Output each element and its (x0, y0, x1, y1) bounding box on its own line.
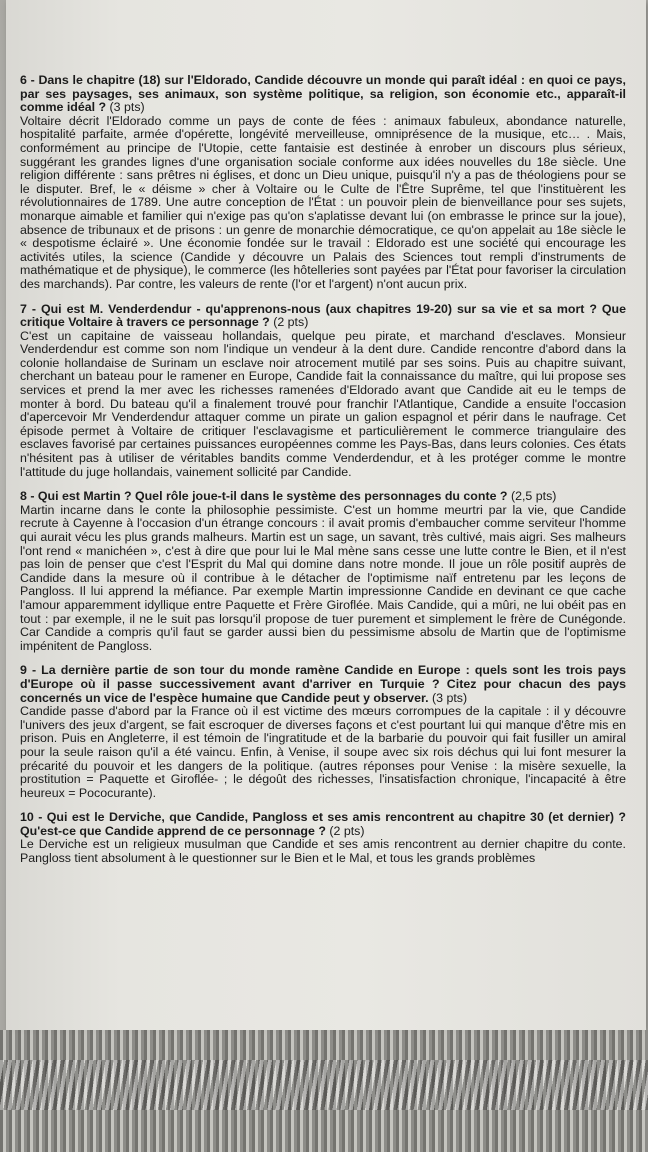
fabric-pattern (0, 1060, 648, 1110)
answer-text: Martin incarne dans le conte la philosophie pessimiste. C'est un homme meurtri par la vie, que Candide recrute à Cayenne à l'occasion d'un étrange concours : il avait promis d'embaucher comme serviteur l'homme qui aurait vécu les plus grands malheurs. Martin est un sage, un savant, très cultivé, mais aigri. Ses malheurs l'ont rend « manichéen », c'est à dire que pour lui le Mal mène sans cesse une lutte contre le Bien, et il n'est pas loin de penser que c'est l'Esprit du Mal qui domine dans notre monde. Il joue un rôle positif auprès de Candide dans la mesure où il contribue à le détacher de l'optimisme naïf entretenu par les leçons de Pangloss. Il lui apprend la méfiance. Par exemple Martin impressionne Candide en devinant ce que cache l'amour apparemment idyllique entre Paquette et Frère Giroflée. Mais Candide, qui a mûri, ne lui obéit pas en tout : par exemple, il ne le suit pas lorsqu'il propose de tuer purement et simplement le frère de Cunégonde. Car Candide a compris qu'il faut se garder aussi bien du pessimisme absolu de Martin que de l'optimisme impénitent de Pangloss. (20, 502, 626, 653)
question-title (20, 811, 626, 838)
answer-text: Candide passe d'abord par la France où il est victime des mœurs corrompues de la capitale : il y découvre l'univers des jeux d'argent, se fait escroquer de diverses façons et c'est pourtant lui qui manque d'être mis en prison. Puis en Angleterre, il est témoin de l'ingratitude et de la barbarie du pouvoir qui fait fusiller un amiral pour la seule raison qu'il a été vaincu. Enfin, à Venise, il soupe avec six rois déchus qui lui font mesurer la précarité du pouvoir et les dangers de la politique. (autres réponses pour Venise : la misère sexuelle, la prostitution = Paquette et Giroflée- ; le dégoût des richesses, l'insatisfaction chronique, l'incapacité à être heureux = Pococurante). (20, 704, 626, 800)
question-text: 10 - Qui est le Derviche, que Candide, Pangloss et ses amis rencontrent au chapitre 30 (et dernier) ? Qu'est-ce que Candide apprend de ce personnage ? (20, 810, 626, 838)
answer-text: Voltaire décrit l'Eldorado comme un pays de conte de fées : animaux fabuleux, abondance naturelle, hospitalité parfaite, armée d'opérette, longévité merveilleuse, omniprésence de la musique, etc… . Mais, conformément au principe de l'Utopie, cette fantaisie est destinée à enrober un discours plus sérieux, suggérant les grandes lignes d'une organisation sociale conforme aux idées nouvelles du 18e siècle. Une religion différente : sans prêtres ni églises, et donc un Dieu unique, puisqu'il n'y a pas de théologiens pour se le disputer. Bref, le « déisme » cher à Voltaire ou le Culte de l'Être Suprême, tel que l'instituèrent les révolutionnaires de 1789. Une autre conception de l'État : un pouvoir plein de bienveillance pour ses sujets, monarque aimable et familier qui n'exige pas qu'on s'aplatisse devant lui (on embrasse le prince sur la joue), absence de tribunaux et de prisons : un genre de monarchie démocratique, ce qu'on appelait au 18e siècle le « despotisme éclairé ». Une économie fondée sur le travail : Eldorado est une société qui encourage les activités utiles, la science (Candide y découvre un Palais des Sciences tout rempli d'instruments de mathématique et de physique), le commerce (les hôtelleries sont payées par l'État pour favoriser la circulation des marchands). Par contre, les valeurs de rente (l'or et l'argent) n'ont aucun prix. (20, 113, 626, 291)
question-title (20, 303, 626, 330)
question-text: 6 - Dans le chapitre (18) sur l'Eldorado, Candide découvre un monde qui paraît idéal : en quoi ce pays, par ses paysages, ses animaux, son système politique, sa religion, son économie etc., apparaît-il comme idéal ? (20, 73, 626, 115)
question-text: 9 - La dernière partie de son tour du monde ramène Candide en Europe : quels sont les trois pays d'Europe où il passe successivement avant d'arriver en Turquie ? Citez pour chacun des pays concernés un vice de l'espèce humaine que Candide peut y observer. (20, 663, 626, 705)
question-6 (20, 74, 626, 292)
points-label: (2 pts) (273, 315, 309, 330)
question-9 (20, 664, 626, 800)
question-8 (20, 490, 626, 653)
points-label: (3 pts) (432, 690, 468, 705)
question-10 (20, 811, 626, 865)
question-title (20, 74, 626, 115)
points-label: (2 pts) (329, 823, 365, 838)
answer-text: C'est un capitaine de vaisseau hollandais, quelque peu pirate, et marchand d'esclaves. Monsieur Venderdendur est comme son nom l'indique un vendeur à la dent dure. Candide rencontre d'abord dans la colonie hollandaise de Surinam un esclave noir atrocement mutilé par ses soins. Puis au chapitre suivant, cherchant un bateau pour le ramener en Europe, Candide fait la connaissance du maître, qui lui propose ses services et prend la mer avec les richesses ramenées d'Eldorado avant que Candide ait eu le temps de monter à bord. Du bateau qu'il a finalement trouvé pour franchir l'Atlantique, Candide a ensuite l'occasion d'apercevoir Mr Venderdendur attaquer comme un pirate un galion espagnol et périr dans le naufrage. Cet épisode permet à Voltaire de critiquer l'esclavagisme et particulièrement le commerce triangulaire des esclaves favorisé par certaines puissances européennes comme les Pays-Bas, dans leurs colonies. Ces états n'hésitent pas à utiliser de véritables bandits comme Venderdendur, et à les protéger comme le montre l'attitude du juge hollandais, vainement sollicité par Candide. (20, 328, 626, 479)
points-label: (3 pts) (109, 100, 145, 115)
question-7 (20, 303, 626, 480)
answer-text: Le Derviche est un religieux musulman que Candide et ses amis rencontrent au dernier chapitre du conte. Pangloss tient absolument à le questionner sur le Bien et le Mal, et tous les grands problèmes (20, 837, 626, 866)
question-title (20, 490, 626, 504)
question-title (20, 664, 626, 705)
question-text: 7 - Qui est M. Venderdendur - qu'apprenons-nous (aux chapitres 19-20) sur sa vie et sa mort ? Que critique Voltaire à travers ce personnage ? (20, 301, 626, 330)
points-label: (2,5 pts) (510, 489, 557, 504)
question-text: 8 - Qui est Martin ? Quel rôle joue-t-il dans le système des personnages du conte ? (20, 489, 508, 504)
paper-sheet (6, 0, 646, 1030)
document-content (20, 74, 626, 877)
